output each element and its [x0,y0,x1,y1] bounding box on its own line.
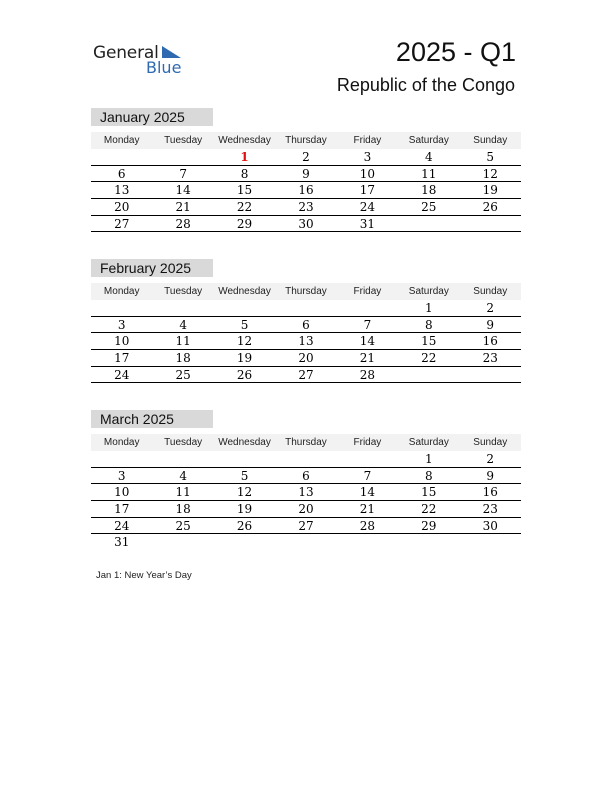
weekday-header-row [91,132,521,149]
day-cell: 13 [114,183,130,198]
empty-day-cell [275,451,336,467]
day-cell: 10 [114,334,130,349]
day-cell: 6 [117,166,126,181]
day-cell: 12 [482,166,498,181]
day-cell: 11 [421,166,437,181]
week-row [91,149,521,166]
day-cell: 18 [421,183,437,198]
day-cell: 24 [114,518,130,533]
month-block-march [91,410,521,551]
day-cell: 29 [421,518,437,533]
empty-day-cell [91,300,152,316]
empty-day-cell [337,534,398,551]
day-cell: 31 [114,535,130,550]
empty-day-cell [460,216,521,232]
week-row [91,300,521,317]
day-cell: 5 [240,317,249,332]
week-row [91,333,521,350]
day-cell: 25 [175,518,191,533]
weekday-name: Sunday [473,286,508,297]
day-cell: 7 [179,166,187,181]
day-cell: 17 [114,351,130,366]
week-row [91,182,521,199]
empty-day-cell [398,534,459,551]
day-cell: 5 [240,468,249,483]
day-cell: 20 [114,200,130,215]
day-cell: 18 [175,351,191,366]
day-cell: 20 [298,351,314,366]
day-cell: 23 [482,502,498,517]
week-row [91,199,521,216]
empty-day-cell [152,149,213,165]
empty-day-cell [214,534,275,551]
day-cell: 1 [425,301,433,315]
day-cell: 10 [114,485,130,500]
month-label: February 2025 [91,259,213,277]
day-cell: 26 [236,367,253,382]
day-cell: 4 [179,468,187,483]
empty-day-cell [214,300,275,316]
day-cell: 21 [359,351,376,366]
month-label: March 2025 [91,410,213,428]
day-cell: 28 [359,518,376,533]
weekday-name: Wednesday [218,135,271,146]
week-row [91,534,521,551]
weekday-name: Friday [353,135,382,146]
day-cell: 30 [298,216,314,231]
day-cell: 20 [298,502,314,517]
day-cell: 5 [486,150,495,164]
logo-word-general: General [93,43,159,63]
day-cell: 27 [114,216,130,231]
weekday-name: Thursday [285,286,327,297]
day-cell: 7 [363,317,372,332]
weekday-name: Thursday [285,135,327,146]
week-row [91,317,521,334]
day-cell: 27 [298,518,314,533]
empty-day-cell [337,451,398,467]
day-cell: 25 [175,367,191,382]
weekday-name: Monday [103,286,140,297]
empty-day-cell [152,534,213,551]
empty-day-cell [398,367,459,383]
day-cell: 23 [298,200,314,215]
day-cell: 4 [425,150,433,164]
day-cell: 28 [175,216,191,231]
day-cell: 30 [482,518,498,533]
holiday-note: Jan 1: New Year’s Day [96,570,192,581]
day-cell: 3 [363,150,372,164]
day-cell: 22 [421,502,437,517]
empty-day-cell [152,451,213,467]
month-block-january [91,108,521,232]
day-cell: 31 [359,216,376,231]
weekday-header-row [91,283,521,300]
day-cell: 22 [236,200,253,215]
day-cell: 15 [236,183,253,198]
day-cell: 8 [425,468,433,483]
day-cell: 14 [175,183,191,198]
day-cell: 29 [236,216,253,231]
day-cell: 13 [298,485,314,500]
empty-day-cell [152,300,213,316]
generalblue-logo [93,40,193,80]
week-row [91,451,521,468]
weekday-name: Saturday [408,437,449,448]
month-label: January 2025 [91,108,213,126]
day-cell: 1 [425,452,433,466]
week-row [91,468,521,485]
day-cell: 19 [236,502,253,517]
weekday-name: Friday [353,437,382,448]
empty-day-cell [460,367,521,383]
day-cell: 17 [359,183,376,198]
day-cell: 19 [482,183,498,198]
day-cell: 18 [175,502,191,517]
weekday-name: Tuesday [164,286,203,297]
weekday-name: Friday [353,286,382,297]
empty-day-cell [91,149,152,165]
day-cell: 2 [302,150,310,164]
weekday-name: Thursday [285,437,327,448]
day-cell: 12 [236,334,253,349]
country-subtitle: Republic of the Congo [336,75,515,95]
empty-day-cell [275,300,336,316]
day-cell: 4 [179,317,187,332]
month-block-february [91,259,521,383]
weekday-name: Monday [103,437,140,448]
day-cell: 9 [302,166,310,181]
empty-day-cell [398,216,459,232]
empty-day-cell [460,534,521,551]
week-row [91,367,521,384]
day-cell: 10 [359,166,376,181]
week-row [91,216,521,233]
week-row [91,518,521,535]
day-cell: 27 [298,367,314,382]
weekday-name: Sunday [473,135,508,146]
weekday-name: Saturday [408,135,449,146]
weekday-name: Wednesday [218,437,271,448]
empty-day-cell [214,451,275,467]
weekday-name: Saturday [408,286,449,297]
day-cell: 8 [425,317,433,332]
day-cell: 16 [482,485,498,500]
weekday-name: Wednesday [218,286,271,297]
holiday-notes [96,570,192,581]
day-cell: 11 [175,334,191,349]
day-cell: 15 [421,485,437,500]
day-cell: 14 [359,485,376,500]
day-cell: 8 [240,166,249,181]
day-cell: 12 [236,485,253,500]
day-cell: 14 [359,334,376,349]
day-cell: 23 [482,351,498,366]
day-cell: 13 [298,334,314,349]
day-cell: 2 [486,301,495,315]
empty-day-cell [91,451,152,467]
logo-word-blue: Blue [146,58,182,77]
day-cell: 17 [114,502,130,517]
day-cell: 19 [236,351,253,366]
day-cell: 21 [359,502,376,517]
weekday-header-row [91,434,521,451]
day-cell: 1 [240,150,249,164]
empty-day-cell [337,300,398,316]
day-cell: 3 [117,468,126,483]
day-cell: 11 [175,485,191,500]
weekday-name: Tuesday [164,437,203,448]
day-cell: 26 [482,200,498,215]
day-cell: 25 [421,200,437,215]
day-cell: 7 [363,468,372,483]
day-cell: 16 [298,183,314,198]
weekday-name: Sunday [473,437,508,448]
day-cell: 26 [236,518,253,533]
weekday-name: Monday [103,135,140,146]
day-cell: 3 [117,317,126,332]
week-row [91,350,521,367]
day-cell: 9 [486,468,495,483]
day-cell: 28 [359,367,376,382]
day-cell: 15 [421,334,437,349]
day-cell: 24 [114,367,130,382]
weekday-name: Tuesday [164,135,203,146]
week-row [91,166,521,183]
day-cell: 6 [302,317,310,332]
day-cell: 9 [486,317,495,332]
day-cell: 16 [482,334,498,349]
day-cell: 21 [175,200,191,215]
empty-day-cell [275,534,336,551]
day-cell: 22 [421,351,437,366]
day-cell: 2 [486,452,495,466]
day-cell: 6 [302,468,310,483]
day-cell: 24 [359,200,376,215]
week-row [91,501,521,518]
page-title: 2025 - Q1 [395,37,516,67]
week-row [91,484,521,501]
